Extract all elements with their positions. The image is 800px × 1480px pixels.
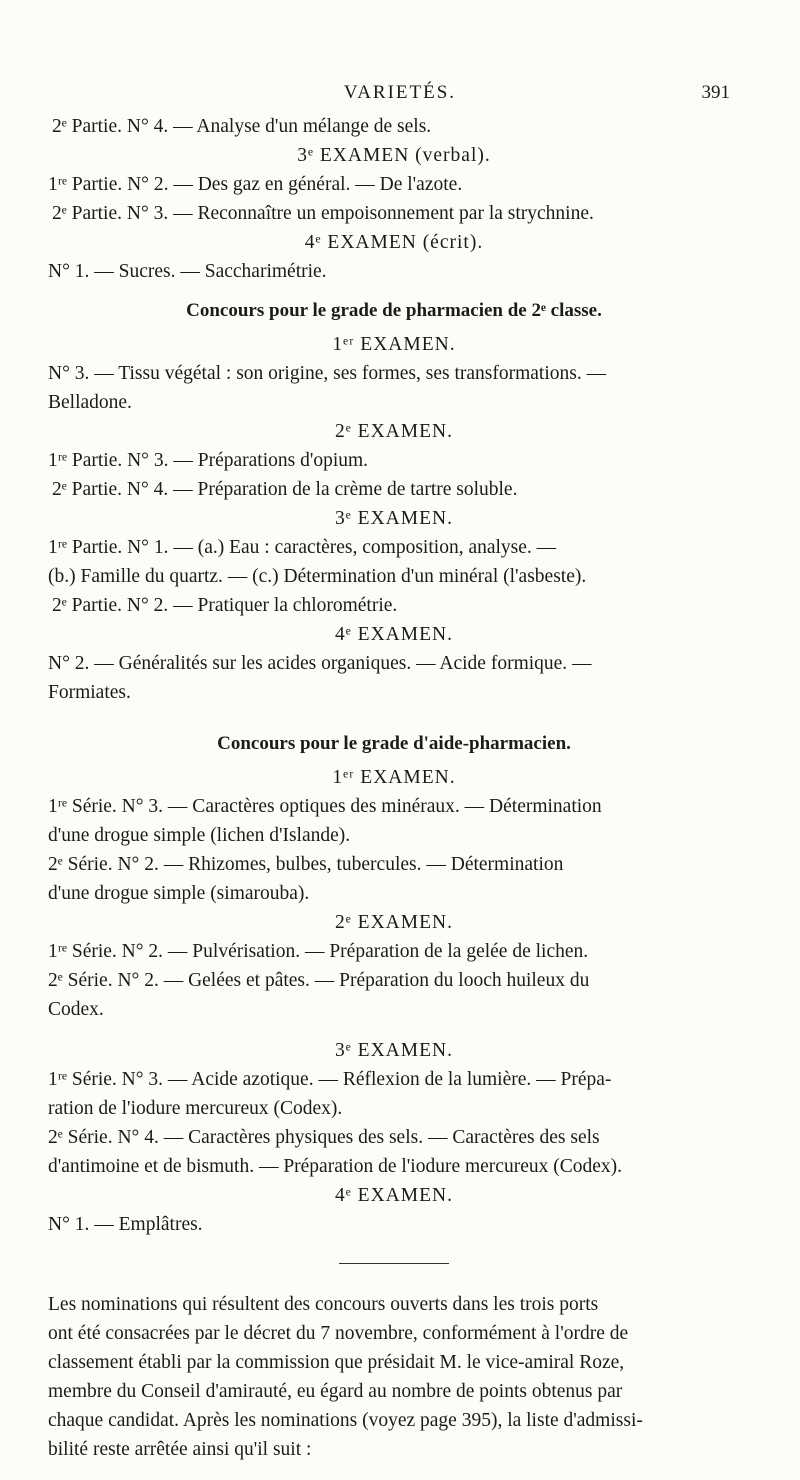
exam-heading: 3ᵉ EXAMEN (verbal). xyxy=(297,145,491,166)
paragraph-line: Les nominations qui résultent des concours ouverts dans les trois ports xyxy=(48,1294,599,1315)
text-line: 2ᵉ Série. N° 2. — Gelées et pâtes. — Préparation du looch huileux du xyxy=(48,970,590,991)
paragraph-line: chaque candidat. Après les nominations (voyez page 395), la liste d'admissi- xyxy=(48,1410,643,1431)
exam-heading: 2ᵉ EXAMEN. xyxy=(335,912,453,933)
closing-paragraph xyxy=(48,1290,740,1464)
text-line: d'antimoine et de bismuth. — Préparation de l'iodure mercureux (Codex). xyxy=(48,1156,622,1177)
text-line: N° 1. — Sucres. — Saccharimétrie. xyxy=(48,261,327,282)
page-number: 391 xyxy=(701,82,730,103)
section-heading: Concours pour le grade d'aide-pharmacien. xyxy=(217,733,571,754)
text-line: d'une drogue simple (lichen d'Islande). xyxy=(48,825,351,846)
paragraph-line: ont été consacrées par le décret du 7 novembre, conformément à l'ordre de xyxy=(48,1323,629,1344)
text-line: N° 2. — Généralités sur les acides organiques. — Acide formique. — xyxy=(48,653,592,674)
text-line: 2ᵉ Partie. N° 2. — Pratiquer la chlorométrie. xyxy=(52,595,398,616)
text-line: Codex. xyxy=(48,999,104,1020)
exam-heading: 3ᵉ EXAMEN. xyxy=(335,1040,453,1061)
text-line: 2ᵉ Série. N° 2. — Rhizomes, bulbes, tubercules. — Détermination xyxy=(48,854,564,875)
text-line: N° 1. — Emplâtres. xyxy=(48,1214,203,1235)
exam-heading: 4ᵉ EXAMEN. xyxy=(335,624,453,645)
paragraph-line: bilité reste arrêtée ainsi qu'il suit : xyxy=(48,1439,312,1460)
exam-heading: 1ᵉʳ EXAMEN. xyxy=(332,767,456,788)
exam-heading: 4ᵉ EXAMEN (écrit). xyxy=(304,232,484,253)
exam-heading: 4ᵉ EXAMEN. xyxy=(335,1185,453,1206)
exam-heading: 1ᵉʳ EXAMEN. xyxy=(332,334,456,355)
text-line: 1ʳᵉ Série. N° 2. — Pulvérisation. — Préparation de la gelée de lichen. xyxy=(48,941,589,962)
text-line: d'une drogue simple (simarouba). xyxy=(48,883,310,904)
separator-rule xyxy=(339,1263,449,1264)
running-head xyxy=(0,82,800,108)
section-heading: Concours pour le grade de pharmacien de 2ᵉ classe. xyxy=(186,300,602,321)
text-line: 2ᵉ Partie. N° 4. — Préparation de la crème de tartre soluble. xyxy=(52,479,518,500)
text-line: N° 3. — Tissu végétal : son origine, ses formes, ses transformations. — xyxy=(48,363,607,384)
text-line: 2ᵉ Partie. N° 4. — Analyse d'un mélange de sels. xyxy=(52,116,432,137)
page-body xyxy=(48,112,740,1464)
text-line: Belladone. xyxy=(48,392,132,413)
text-line: Formiates. xyxy=(48,682,131,703)
text-line: (b.) Famille du quartz. — (c.) Détermination d'un minéral (l'asbeste). xyxy=(48,566,587,587)
text-line: 1ʳᵉ Partie. N° 2. — Des gaz en général. — De l'azote. xyxy=(48,174,463,195)
exam-heading: 2ᵉ EXAMEN. xyxy=(335,421,453,442)
text-line: 2ᵉ Série. N° 4. — Caractères physiques des sels. — Caractères des sels xyxy=(48,1127,600,1148)
text-line: 1ʳᵉ Partie. N° 1. — (a.) Eau : caractères, composition, analyse. — xyxy=(48,537,557,558)
text-line: 1ʳᵉ Partie. N° 3. — Préparations d'opium. xyxy=(48,450,369,471)
text-line: ration de l'iodure mercureux (Codex). xyxy=(48,1098,343,1119)
exam-heading: 3ᵉ EXAMEN. xyxy=(335,508,453,529)
text-line: 1ʳᵉ Série. N° 3. — Acide azotique. — Réflexion de la lumière. — Prépa- xyxy=(48,1069,612,1090)
paragraph-line: membre du Conseil d'amirauté, eu égard au nombre de points obtenus par xyxy=(48,1381,623,1402)
paragraph-line: classement établi par la commission que présidait M. le vice-amiral Roze, xyxy=(48,1352,625,1373)
running-title: VARIETÉS. xyxy=(343,82,457,103)
text-line: 1ʳᵉ Série. N° 3. — Caractères optiques des minéraux. — Détermination xyxy=(48,796,602,817)
text-line: 2ᵉ Partie. N° 3. — Reconnaître un empoisonnement par la strychnine. xyxy=(52,203,594,224)
